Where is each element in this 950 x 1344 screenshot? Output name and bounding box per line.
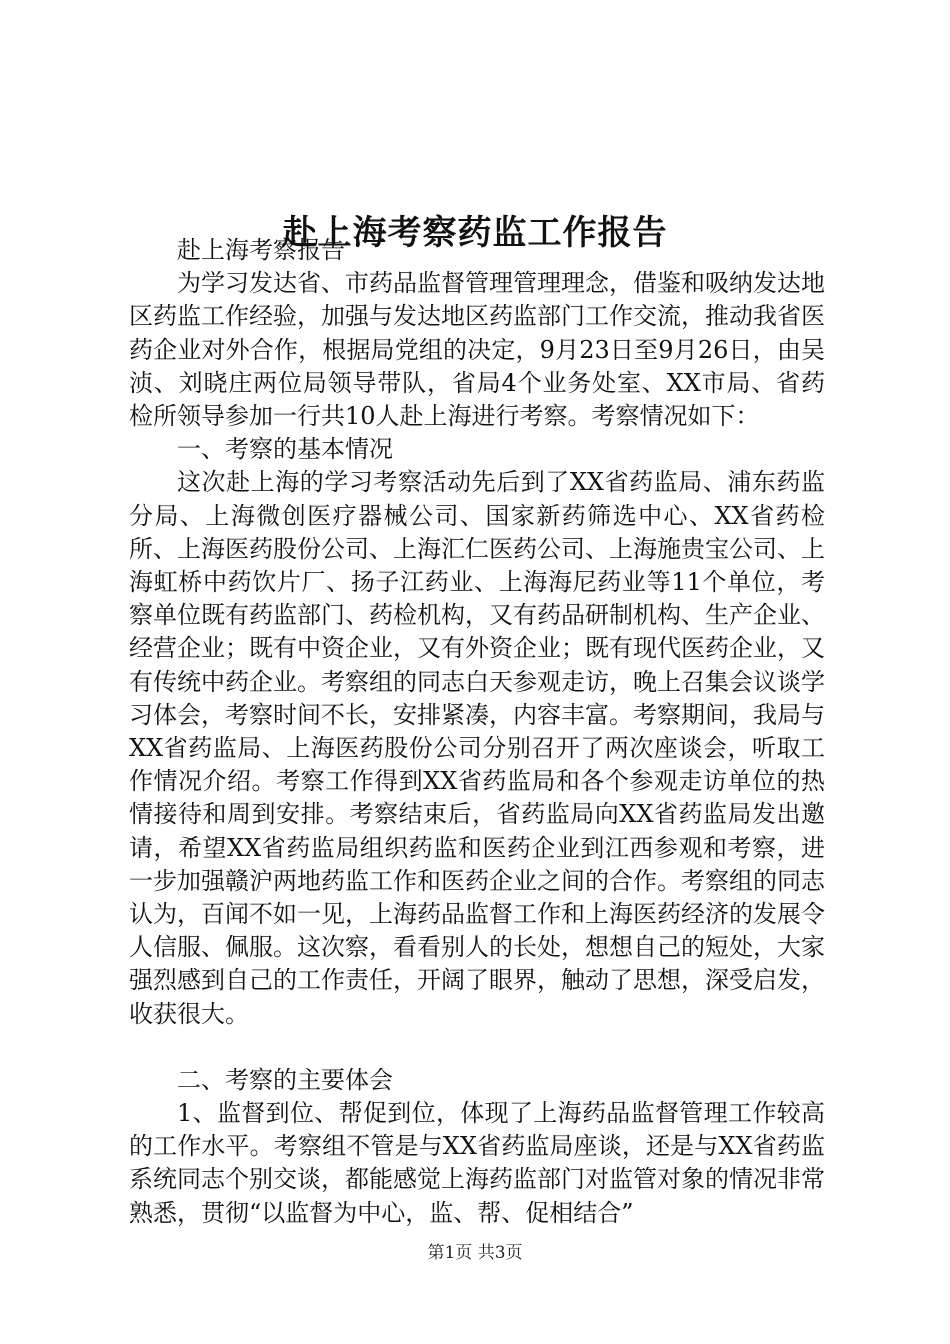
report-subtitle: 赴上海考察报告 [177, 236, 345, 264]
section-heading-main-experience: 二、考察的主要体会 [177, 1065, 393, 1094]
intro-paragraph: 为学习发达省、市药品监督管理管理理念，借鉴和吸纳发达地区药监工作经验，加强与发达地区药监部门工作交流，推动我省医药企业对外合作，根据局党组的决定，9月23日至9月26日，由吴浈、刘晓庄两位局领导带队，省局4个业务处室、XX市局、省药检所领导参加一行共10人赴上海进行考察。考察情况如下： [129, 269, 825, 431]
section-heading-basic-situation: 一、考察的基本情况 [177, 435, 393, 464]
document-title: 赴上海考察药监工作报告 [282, 212, 668, 253]
page-number: 第1页 共3页 [427, 1243, 523, 1263]
main-experience-paragraph: 1、监督到位、帮促到位，体现了上海药品监督管理工作较高的工作水平。考察组不管是与XX省药监局座谈，还是与XX省药监系统同志个别交谈，都能感觉上海药监部门对监管对象的情况非常熟悉，贯彻“以监督为中心，监、帮、促相结合” [129, 1099, 825, 1227]
document-body [129, 234, 825, 1230]
basic-situation-paragraph: 这次赴上海的学习考察活动先后到了XX省药监局、浦东药监分局、上海微创医疗器械公司、国家新药筛选中心、XX省药检所、上海医药股份公司、上海汇仁医药公司、上海施贵宝公司、上海虹桥中药饮片厂、扬子江药业、上海海尼药业等11个单位，考察单位既有药监部门、药检机构，又有药品研制机构、生产企业、经营企业；既有中资企业，又有外资企业；既有现代医药企业，又有传统中药企业。考察组的同志白天参观走访，晚上召集会议谈学习体会，考察时间不长，安排紧凑，内容丰富。考察期间，我局与XX省药监局、上海医药股份公司分别召开了两次座谈会，听取工作情况介绍。考察工作得到XX省药监局和各个参观走访单位的热情接待和周到安排。考察结束后，省药监局向XX省药监局发出邀请，希望XX省药监局组织药监和医药企业到江西参观和考察，进一步加强赣沪两地药监工作和医药企业之间的合作。考察组的同志认为，百闻不如一见，上海药品监督工作和上海医药经济的发展令人信服、佩服。这次察，看看别人的长处，想想自己的短处，大家强烈感到自己的工作责任，开阔了眼界，触动了思想，深受启发，收获很大。 [129, 468, 825, 1028]
